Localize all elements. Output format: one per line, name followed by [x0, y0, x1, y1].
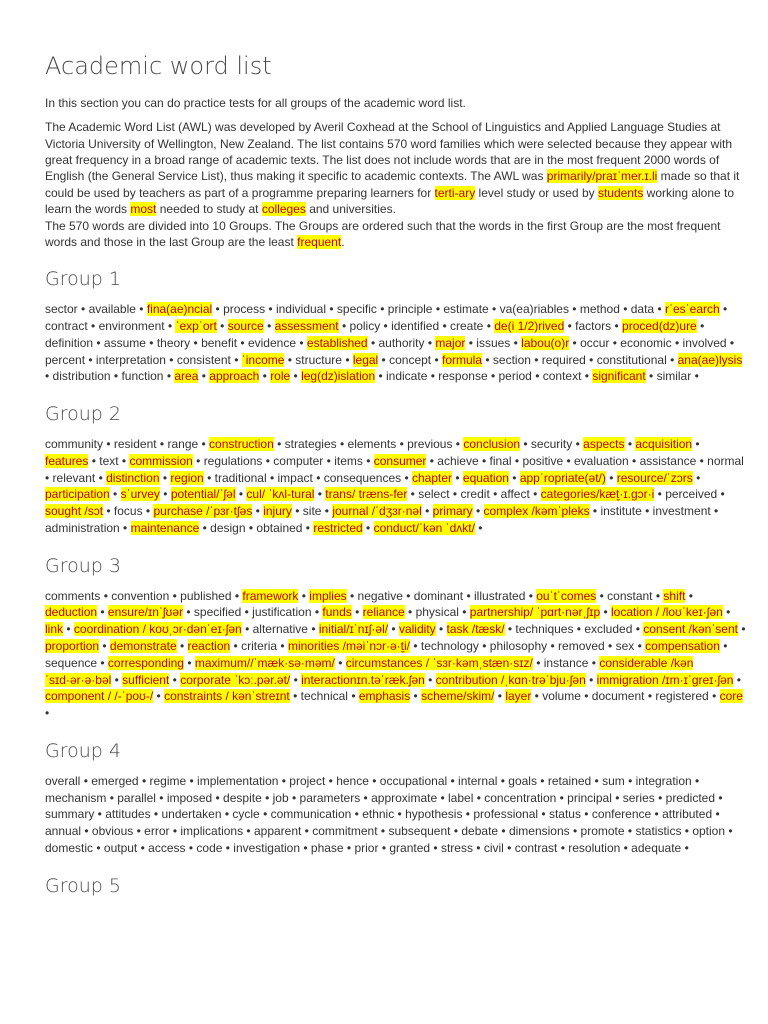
word: dominant: [413, 588, 464, 603]
highlight-word: reliance: [362, 605, 405, 620]
word: authority: [378, 335, 425, 350]
word: goals: [508, 773, 537, 788]
word: despite: [223, 790, 262, 805]
highlight-word: demonstrate: [109, 639, 177, 653]
highlight-word: initial/ɪˈnɪʃ·əl/: [318, 622, 389, 637]
group-heading: Group 3: [45, 554, 121, 577]
word: distribution: [52, 369, 111, 384]
highlight-word: constraints / kənˈstreɪnt: [164, 689, 290, 704]
highlight-word: task /tæsk/: [446, 622, 505, 637]
highlight-word: contribution /ˌkɑn·trəˈbju·ʃən: [435, 672, 586, 687]
highlight-word: primary: [432, 504, 473, 519]
highlight-word: assessment: [274, 319, 339, 334]
word: status: [548, 807, 581, 822]
highlight-word: significant: [592, 369, 646, 384]
word: approximate: [371, 790, 438, 805]
highlight-word: primarily/praɪˈmer.ɪ.li: [546, 169, 658, 184]
word: consequences: [323, 470, 402, 485]
word: items: [334, 453, 363, 468]
word: text: [99, 453, 119, 468]
highlight-word: layer: [505, 689, 532, 704]
highlight-word: ouˈtˈcomes: [536, 588, 597, 603]
word: available: [88, 302, 136, 317]
word: investigation: [233, 840, 301, 855]
word: mechanism: [45, 790, 107, 805]
highlight-word: corresponding: [107, 655, 184, 670]
group-heading: Group 4: [45, 739, 121, 762]
word: va(ea)riables: [499, 302, 569, 317]
word: interpretation: [95, 352, 166, 367]
highlight-word: colleges: [261, 202, 306, 217]
word: obtained: [256, 521, 303, 536]
word: criteria: [241, 639, 278, 653]
highlight-word: circumstances / ˈsɜr·kəmˌstæn·sɪz/: [345, 655, 533, 670]
highlight-word: legal: [352, 352, 379, 367]
highlight-word: proced(dz)ure: [622, 319, 697, 334]
word: achieve: [437, 453, 479, 468]
word: commitment: [312, 824, 378, 839]
highlight-word: trans/ træns-fer: [325, 487, 408, 502]
highlight-word: coordination / koʊˌɔr·dənˈeɪ·ʃən: [73, 622, 242, 637]
highlight-word: ensure/ɪnˈʃʊər: [107, 605, 184, 620]
word: identified: [391, 319, 440, 334]
word: sector: [45, 302, 78, 317]
word: evidence: [247, 335, 297, 350]
highlight-word: interactionɪn.təˈræk.ʃən: [301, 672, 425, 687]
highlight-word: funds: [322, 605, 352, 620]
word: resolution: [568, 840, 621, 855]
highlight-word: validity: [398, 622, 436, 637]
word: integration: [635, 773, 692, 788]
highlight-word: consent /kənˈsent: [643, 622, 738, 637]
highlight-word: cul/ ˈkʌl-tural: [246, 487, 315, 502]
word: comments: [45, 588, 101, 603]
word: range: [167, 437, 199, 452]
highlight-word: immigration /ɪm·ɪˈɡreɪ·ʃən: [596, 672, 734, 687]
word: civil: [483, 840, 504, 855]
word: resident: [113, 437, 157, 452]
word: statistics: [635, 824, 682, 839]
word: elements: [347, 437, 397, 452]
word: undertaken: [161, 807, 222, 822]
word: subsequent: [388, 824, 451, 839]
highlight-word: terti-ary: [434, 185, 476, 200]
word: assume: [103, 335, 146, 350]
word: traditional: [214, 470, 267, 485]
word: final: [489, 453, 512, 468]
highlight-word: location / /loʊˈkeɪ·ʃən: [611, 605, 723, 620]
word: required: [541, 352, 586, 367]
highlight-word: features: [45, 453, 89, 468]
group-heading: Group 1: [45, 268, 121, 291]
word: site: [302, 504, 322, 519]
word: assistance: [639, 453, 697, 468]
highlight-word: resource/ˈzɔrs: [616, 470, 693, 485]
intro-text: working alone to learn the words: [45, 185, 735, 217]
word: phase: [310, 840, 344, 855]
word: method: [579, 302, 620, 317]
word: technology: [420, 639, 479, 653]
word: strategies: [284, 437, 337, 452]
word: volume: [542, 689, 581, 704]
highlight-word: consumer: [373, 453, 427, 468]
word: similar: [656, 369, 692, 384]
highlight-word: deduction: [45, 605, 98, 620]
highlight-word: considerable /kənˈsɪd·ər·ə·bəl: [45, 655, 694, 687]
word: granted: [389, 840, 431, 855]
word: policy: [349, 319, 381, 334]
word: job: [272, 790, 289, 805]
word: consistent: [176, 352, 231, 367]
word: normal: [707, 453, 744, 468]
highlight-word: core: [719, 689, 743, 704]
highlight-word: distinction: [106, 470, 160, 485]
word: convention: [111, 588, 170, 603]
highlight-word: maximum//ˈmæk·sə·məm/: [194, 655, 335, 670]
word: parameters: [299, 790, 361, 805]
word: positive: [522, 453, 564, 468]
highlight-word: approach: [209, 369, 260, 384]
word: occur: [580, 335, 610, 350]
highlight-word: shift: [663, 588, 686, 603]
word: apparent: [253, 824, 302, 839]
highlight-word: corporate ˈkɔː.pər.ət/: [180, 672, 291, 687]
highlight-word: labou(o)r: [521, 335, 570, 350]
word-list: sector • available • fina(ae)ncial • process • individual • specific • principle • estimate • va(ea)riables • method • data • rˈesˈearch • contract • environment • ˈexpˈort • source • assessment • policy • identified • create • de(i 1/2)rived • factors • proced(dz)ure • definition • assume • theory • benefit • evidence • established • authority • major • issues • labou(o)r • occur • economic • involved • percent • interpretation • consistent • ˈincome • structure • legal • concept • formula • section • required • constitutional • ana(ae)lysis • distribution • function • area • approach • role • leg(dz)islation • indicate • response • period • context • significant • similar •: [45, 302, 743, 384]
highlight-word: component / /-ˈpoʊ-/: [45, 689, 154, 704]
highlight-word: chapter: [412, 470, 453, 485]
word: communication: [270, 807, 352, 822]
word: series: [622, 790, 655, 805]
intro-line: In this section you can do practice tests for all groups of the academic word list.: [45, 95, 466, 110]
word: investment: [652, 504, 711, 519]
highlight-word: commission: [129, 453, 193, 468]
word: concept: [389, 352, 432, 367]
word: label: [448, 790, 474, 805]
highlight-word: appˈropriate(ət/): [519, 470, 606, 485]
word: computer: [273, 453, 324, 468]
word: administration: [45, 521, 120, 536]
word: internal: [458, 773, 498, 788]
highlight-word: journal /ˈdʒɜr·nəl: [332, 504, 422, 519]
word: dimensions: [508, 824, 570, 839]
intro-text: The 570 words are divided into 10 Groups. The Groups are ordered such that the words in the first Group are the most frequent words and those in the last Group are the least: [45, 218, 721, 250]
highlight-word: reaction: [187, 639, 231, 653]
word: specific: [336, 302, 377, 317]
word: illustrated: [474, 588, 526, 603]
highlight-word: ana(ae)lysis: [677, 352, 743, 367]
word: sex: [615, 639, 635, 653]
highlight-word: established: [306, 335, 368, 350]
highlight-word: compensation: [645, 639, 720, 653]
highlight-word: formula: [442, 352, 483, 367]
word: excluded: [584, 622, 633, 637]
intro-text: needed to study at: [156, 202, 262, 217]
word: regime: [149, 773, 187, 788]
word: access: [148, 840, 186, 855]
highlight-word: sufficient: [122, 672, 170, 687]
highlight-word: scheme/skim/: [421, 689, 495, 704]
word: specified: [193, 605, 242, 620]
group-heading: Group 2: [45, 403, 121, 426]
word: imposed: [166, 790, 213, 805]
highlight-word: categories/kæt̬·ɪ.ɡɔr·i: [540, 487, 655, 502]
word: professional: [473, 807, 539, 822]
word-list: community • resident • range • construction • strategies • elements • previous • conclusion • security • aspects • acquisition • features • text • commission • regulations • computer • items • consumer • achieve • final • positive • evaluation • assistance • normal • relevant • distinction • region • traditional • impact • consequences • chapter • equation • appˈropriate(ət/) • resource/ˈzɔrs • participation • sˈurvey • potential/ˈʃəl • cul/ ˈkʌl-tural • trans/ træns-fer • select • credit • affect • categories/kæt̬·ɪ.ɡɔr·i • perceived • sought /sɔt • focus • purchase /ˈpɜr·tʃəs • injury • site • journal /ˈdʒɜr·nəl • primary • complex /kəmˈpleks • institute • investment • administration • maintenance • design • obtained • restricted • conduct/ˈkən ˈdʌkt/ •: [45, 437, 744, 536]
word: philosophy: [489, 639, 548, 653]
word: relevant: [52, 470, 96, 485]
highlight-word: partnership/ ˈpɑrt·nərˌʃɪp: [469, 605, 601, 620]
word: negative: [357, 588, 403, 603]
word: attitudes: [105, 807, 151, 822]
word: occupational: [379, 773, 448, 788]
word: hypothesis: [405, 807, 463, 822]
highlight-word: sought /sɔt: [45, 504, 104, 519]
word: predicted: [665, 790, 716, 805]
word: definition: [45, 335, 94, 350]
word: emerged: [91, 773, 139, 788]
highlight-word: sˈurvey: [120, 487, 160, 502]
word: constitutional: [596, 352, 667, 367]
word: ethnic: [362, 807, 395, 822]
highlight-word: role: [270, 369, 291, 384]
intro-paragraph: [45, 119, 746, 250]
highlight-word: restricted: [313, 521, 363, 536]
word: process: [223, 302, 266, 317]
highlight-word: potential/ˈʃəl: [170, 487, 236, 502]
highlight-word: equation: [462, 470, 509, 485]
highlight-word: proportion: [45, 639, 100, 653]
word: techniques: [515, 622, 574, 637]
word: section: [492, 352, 531, 367]
word: evaluation: [574, 453, 629, 468]
word: retained: [547, 773, 592, 788]
word: constant: [607, 588, 653, 603]
highlight-word: most: [130, 202, 157, 217]
highlight-word: complex /kəmˈpleks: [483, 504, 590, 519]
word: security: [530, 437, 573, 452]
word: implications: [180, 824, 244, 839]
word: contract: [45, 319, 88, 334]
word: error: [144, 824, 170, 839]
word: implementation: [197, 773, 279, 788]
highlight-word: region: [170, 470, 204, 485]
word: hence: [336, 773, 369, 788]
word-list: comments • convention • published • framework • implies • negative • dominant • illustrated • ouˈtˈcomes • constant • shift • deduction • ensure/ɪnˈʃʊər • specified • justification • funds • reliance • physical • partnership/ ˈpɑrt·nərˌʃɪp • location / /loʊˈkeɪ·ʃən • link • coordination / koʊˌɔr·dənˈeɪ·ʃən • alternative • initial/ɪˈnɪʃ·əl/ • validity • task /tæsk/ • techniques • excluded • consent /kənˈsent • proportion • demonstrate • reaction • criteria • minorities /məiˈnɔr·ə·t̬i/ • technology • philosophy • removed • sex • compensation • sequence • corresponding • maximum//ˈmæk·sə·məm/ • circumstances / ˈsɜr·kəmˌstæn·sɪz/ • instance • considerable /kənˈsɪd·ər·ə·bəl • sufficient • corporate ˈkɔː.pər.ət/ • interactionɪn.təˈræk.ʃən • contribution /ˌkɑn·trəˈbju·ʃən • immigration /ɪm·ɪˈɡreɪ·ʃən • component / /-ˈpoʊ-/ • constraints / kənˈstreɪnt • technical • emphasis • scheme/skim/ • layer • volume • document • registered • core •: [45, 588, 746, 721]
word: affect: [500, 487, 530, 502]
highlight-word: construction: [209, 437, 274, 452]
word: institute: [600, 504, 642, 519]
word: create: [450, 319, 484, 334]
highlight-word: rˈesˈearch: [664, 302, 720, 317]
word: parallel: [117, 790, 156, 805]
word-list: overall • emerged • regime • implementation • project • hence • occupational • internal • goals • retained • sum • integration • mechanism • parallel • imposed • despite • job • parameters • approximate • label • concentration • principal • series • predicted • summary • attitudes • undertaken • cycle • communication • ethnic • hypothesis • professional • status • conference • attributed • annual • obvious • error • implications • apparent • commitment • subsequent • debate • dimensions • promote • statistics • option • domestic • output • access • code • investigation • phase • prior • granted • stress • civil • contrast • resolution • adequate •: [45, 773, 733, 855]
group-heading: Group 5: [45, 874, 121, 897]
word: sequence: [45, 655, 98, 670]
word: indicate: [386, 369, 428, 384]
word: environment: [98, 319, 165, 334]
word: response: [438, 369, 488, 384]
word: adequate: [631, 840, 682, 855]
word: output: [103, 840, 138, 855]
highlight-word: de(i 1/2)rived: [494, 319, 565, 334]
highlight-word: participation: [45, 487, 110, 502]
intro-text: made so that it could be used by teachers as part of a programme preparing learners for: [45, 169, 740, 200]
word: alternative: [252, 622, 308, 637]
highlight-word: framework: [242, 588, 299, 603]
word: issues: [476, 335, 511, 350]
word: debate: [461, 824, 499, 839]
highlight-word: fina(ae)ncial: [146, 302, 213, 317]
highlight-word: major: [435, 335, 466, 350]
intro-text: level study or used by: [475, 185, 598, 200]
word: promote: [580, 824, 625, 839]
highlight-word: acquisition: [635, 437, 693, 452]
highlight-word: source: [227, 319, 264, 334]
word: physical: [415, 605, 459, 620]
word: document: [591, 689, 645, 704]
highlight-word: purchase /ˈpɜr·tʃəs: [153, 504, 253, 519]
word: published: [180, 588, 232, 603]
intro-text: .: [341, 235, 345, 250]
word: summary: [45, 807, 95, 822]
word-groups: [45, 268, 746, 897]
word: overall: [45, 773, 81, 788]
word: period: [498, 369, 532, 384]
highlight-word: ˈincome: [241, 352, 285, 367]
word: project: [289, 773, 326, 788]
word: design: [210, 521, 246, 536]
word: annual: [45, 824, 82, 839]
highlight-word: frequent: [297, 235, 342, 250]
word: community: [45, 437, 104, 452]
word: cycle: [232, 807, 260, 822]
word: economic: [620, 335, 672, 350]
highlight-word: maintenance: [130, 521, 200, 536]
word: impact: [277, 470, 313, 485]
word: principal: [567, 790, 612, 805]
word: attributed: [662, 807, 713, 822]
highlight-word: implies: [309, 588, 347, 603]
word: function: [121, 369, 164, 384]
word: contrast: [514, 840, 558, 855]
word: justification: [252, 605, 312, 620]
word: select: [418, 487, 450, 502]
intro-text: and universities.: [305, 202, 396, 217]
word: data: [630, 302, 655, 317]
word: factors: [575, 319, 612, 334]
highlight-word: minorities /məiˈnɔr·ə·t̬i/: [287, 639, 410, 653]
highlight-word: area: [174, 369, 199, 384]
highlight-word: students: [597, 185, 644, 200]
word: theory: [156, 335, 191, 350]
highlight-word: leg(dz)islation: [301, 369, 376, 384]
word: involved: [682, 335, 727, 350]
word: regulations: [203, 453, 263, 468]
highlight-word: injury: [263, 504, 292, 519]
word: percent: [45, 352, 86, 367]
word: sum: [602, 773, 625, 788]
highlight-word: link: [45, 622, 64, 637]
word: registered: [655, 689, 709, 704]
highlight-word: conduct/ˈkən ˈdʌkt/: [373, 521, 475, 536]
highlight-word: emphasis: [358, 689, 411, 704]
word: credit: [460, 487, 490, 502]
word: estimate: [443, 302, 489, 317]
word: context: [542, 369, 582, 384]
highlight-word: aspects: [583, 437, 625, 452]
word: focus: [113, 504, 143, 519]
word: structure: [295, 352, 342, 367]
word: previous: [407, 437, 453, 452]
word: option: [692, 824, 726, 839]
word: prior: [354, 840, 379, 855]
word: conference: [591, 807, 652, 822]
word: domestic: [45, 840, 94, 855]
word: instance: [543, 655, 589, 670]
page-title: Academic word list: [45, 52, 272, 80]
highlight-word: conclusion: [463, 437, 521, 452]
word: individual: [275, 302, 327, 317]
word: perceived: [665, 487, 718, 502]
word: stress: [440, 840, 473, 855]
word: code: [196, 840, 223, 855]
intro-text: The Academic Word List (AWL) was developed by Averil Coxhead at the School of Linguistics and Applied Language Studies at Victoria University of Wellington, New Zealand. The list contains 570 word families which were selected because they appear with great frequency in a broad range of academic texts. The list does not include words that are in the most frequent 2000 words of English (the General Service List), thus making it specific to academic contexts. The AWL was: [45, 120, 733, 184]
word: obvious: [91, 824, 134, 839]
word: concentration: [484, 790, 557, 805]
word: principle: [387, 302, 433, 317]
highlight-word: ˈexpˈort: [175, 319, 217, 334]
word: removed: [558, 639, 605, 653]
word: benefit: [201, 335, 238, 350]
word: technical: [300, 689, 348, 704]
